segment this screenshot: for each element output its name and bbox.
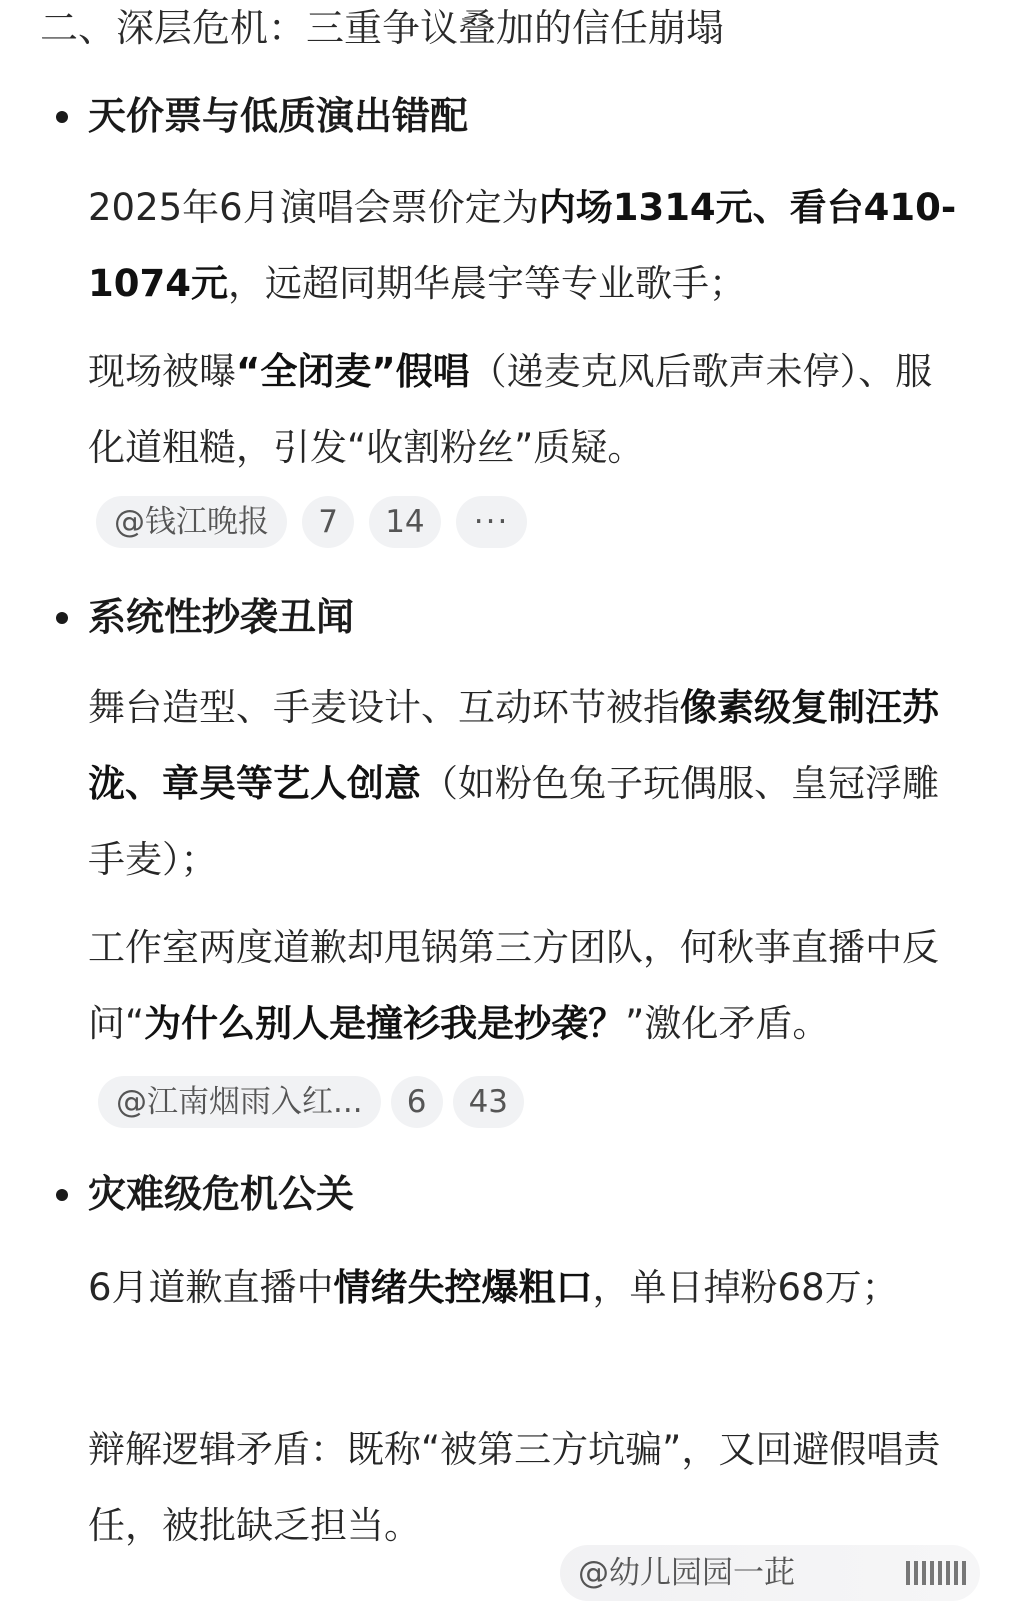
text: 2025年6月演唱会票价定为	[88, 186, 539, 229]
text: 工作室两度道歉却甩锅第三方团队，何秋亊直播中反问“	[88, 926, 939, 1045]
reference-count-chip[interactable]: 14	[369, 496, 440, 548]
bold-text: “全闭麦”假唱	[236, 350, 470, 393]
bullet-dot	[56, 1189, 68, 1201]
reference-count-chip[interactable]: 43	[453, 1076, 524, 1128]
text: ，单日掉粉68万；	[592, 1266, 899, 1309]
bold-text: 情绪失控爆粗口	[333, 1266, 593, 1309]
reference-count-chip[interactable]: 6	[391, 1076, 443, 1128]
bullet-title: 灾难级危机公关	[88, 1172, 355, 1216]
watermark-overlay	[560, 1545, 980, 1601]
source-chip[interactable]: @钱江晚报	[96, 496, 287, 548]
bullet-title: 系统性抄袭丑闻	[88, 595, 355, 639]
barcode-icon	[906, 1561, 966, 1585]
paragraph	[88, 1412, 968, 1564]
section-heading: 二、深层危机：三重争议叠加的信任崩塌	[40, 6, 725, 50]
source-chip-row	[88, 1078, 524, 1121]
bold-text: 像素级复制汪苏泷、章昊等艺人创意	[88, 686, 939, 805]
bullet-dot	[56, 612, 68, 624]
source-chip[interactable]: @幼儿园园一茈	[578, 1555, 795, 1591]
text: ”激化矛盾。	[625, 1002, 830, 1045]
bullet-dot	[56, 111, 68, 123]
text: ，远超同期华晨宇等专业歌手；	[227, 262, 746, 305]
source-chip-row	[86, 496, 527, 548]
text: （如粉色兔子玩偶服、皇冠浮雕手麦）；	[88, 762, 939, 881]
paragraph	[88, 170, 968, 322]
source-chip[interactable]: @江南烟雨入红...	[98, 1076, 381, 1128]
paragraph	[88, 1250, 968, 1326]
text: （递麦克风后歌声未停）、服化道粗糙，引发“收割粉丝”质疑。	[88, 350, 933, 469]
text: 6月道歉直播中	[88, 1266, 334, 1309]
text: 辩解逻辑矛盾：既称“被第三方坑骗”，又回避假唱责任，被批缺乏担当。	[88, 1428, 941, 1547]
paragraph	[88, 910, 968, 1138]
reference-count-chip[interactable]: 7	[302, 496, 354, 548]
paragraph	[88, 334, 968, 486]
text: 现场被曝	[88, 350, 236, 393]
bold-text: 为什么别人是撞衫我是抄袭？	[144, 1002, 626, 1045]
text: 舞台造型、手麦设计、互动环节被指	[88, 686, 680, 729]
more-icon[interactable]: ···	[456, 496, 528, 548]
bullet-title: 天价票与低质演出错配	[88, 94, 469, 138]
bold-text: 内场1314元、看台410-1074元	[88, 186, 957, 305]
paragraph	[88, 670, 968, 898]
